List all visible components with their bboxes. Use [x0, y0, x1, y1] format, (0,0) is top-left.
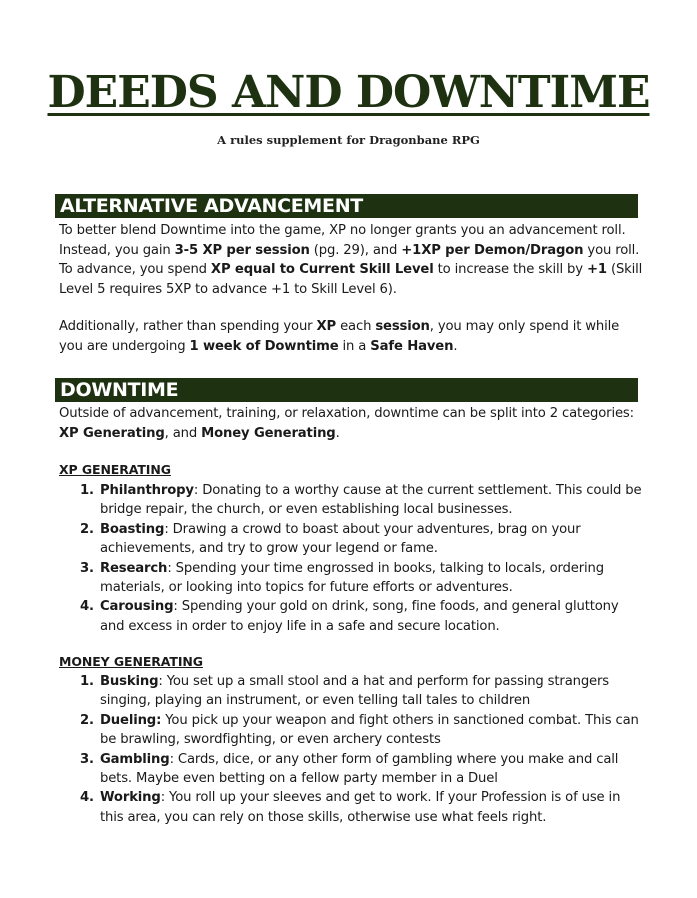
xp-generating-list [59, 481, 644, 636]
list-item [59, 520, 644, 559]
list-item-text: : You roll up your sleeves and get to work. If your Profession is of use in this area, you can rely on those skills, otherwise use what feels right. [100, 790, 621, 825]
document-title: DEEDS AND DOWNTIME [47, 67, 650, 118]
money-generating-list [59, 672, 644, 827]
list-item-text: : Cards, dice, or any other form of gambling where you make and call bets. Maybe even betting on a fellow party member in a Duel [100, 751, 619, 787]
list-number: 4. [80, 599, 94, 615]
list-item [59, 672, 644, 711]
list-item [59, 711, 644, 750]
list-number: 3. [80, 560, 94, 576]
document-subtitle: A rules supplement for Dragonbane RPG [217, 133, 480, 147]
list-item-name: Gambling [100, 751, 170, 767]
section-heading-advancement: ALTERNATIVE ADVANCEMENT [55, 194, 638, 218]
list-item-name: Dueling: [100, 712, 162, 728]
list-number: 1. [80, 674, 94, 689]
list-item [59, 788, 644, 827]
list-number: 1. [80, 483, 94, 498]
list-item-text: : Donating to a worthy cause at the current settlement. This could be bridge repair, the church, or even establishing local businesses. [100, 483, 642, 518]
list-item-text: : You set up a small stool and a hat and perform for passing strangers singing, playing an instrument, or even telling tall tales to children [100, 674, 610, 709]
list-number: 2. [80, 712, 94, 728]
list-item-text: : Spending your gold on drink, song, fine foods, and general gluttony and excess in order to enjoy life in a safe and secure location. [100, 599, 619, 634]
list-item-name: Busking [100, 674, 159, 689]
list-item-text: : Spending your time engrossed in books, talking to locals, ordering materials, or looking into topics for future efforts or adventures. [100, 560, 604, 596]
list-item-name: Carousing [100, 599, 174, 615]
money-generating-heading: MONEY GENERATING [59, 654, 203, 669]
list-item-name: Working [100, 790, 161, 806]
list-item-name: Philanthropy [100, 483, 194, 498]
list-item [59, 481, 644, 520]
list-item-name: Research [100, 560, 168, 576]
list-item-text: : Drawing a crowd to boast about your adventures, brag on your achievements, and try to grow your legend or fame. [100, 521, 581, 557]
list-number: 4. [80, 790, 94, 806]
list-item [59, 597, 644, 636]
list-item-text: You pick up your weapon and fight others in sanctioned combat. This can be brawling, swordfighting, or even archery contests [100, 712, 639, 748]
section-heading-downtime: DOWNTIME [55, 378, 638, 402]
list-number: 3. [80, 751, 94, 767]
xp-generating-heading: XP GENERATING [59, 462, 171, 477]
list-item-name: Boasting [100, 521, 165, 537]
list-item [59, 750, 644, 789]
advancement-paragraph-1: To better blend Downtime into the game, XP no longer grants you an advancement roll. Instead, you gain 3-5 XP per session (pg. 29), and +1XP per Demon/Dragon you roll. To advance, you spend XP equal to Current Skill Level to increase the skill by +1 (Skill Level 5 requires 5XP to advance +1 to Skill Level 6). [59, 223, 643, 297]
downtime-intro: Outside of advancement, training, or relaxation, downtime can be split into 2 categories: XP Generating, and Money Generating. [59, 406, 634, 441]
list-number: 2. [80, 521, 94, 537]
list-item [59, 559, 644, 598]
advancement-paragraph-2: Additionally, rather than spending your XP each session, you may only spend it while you are undergoing 1 week of Downtime in a Safe Haven. [59, 319, 620, 354]
